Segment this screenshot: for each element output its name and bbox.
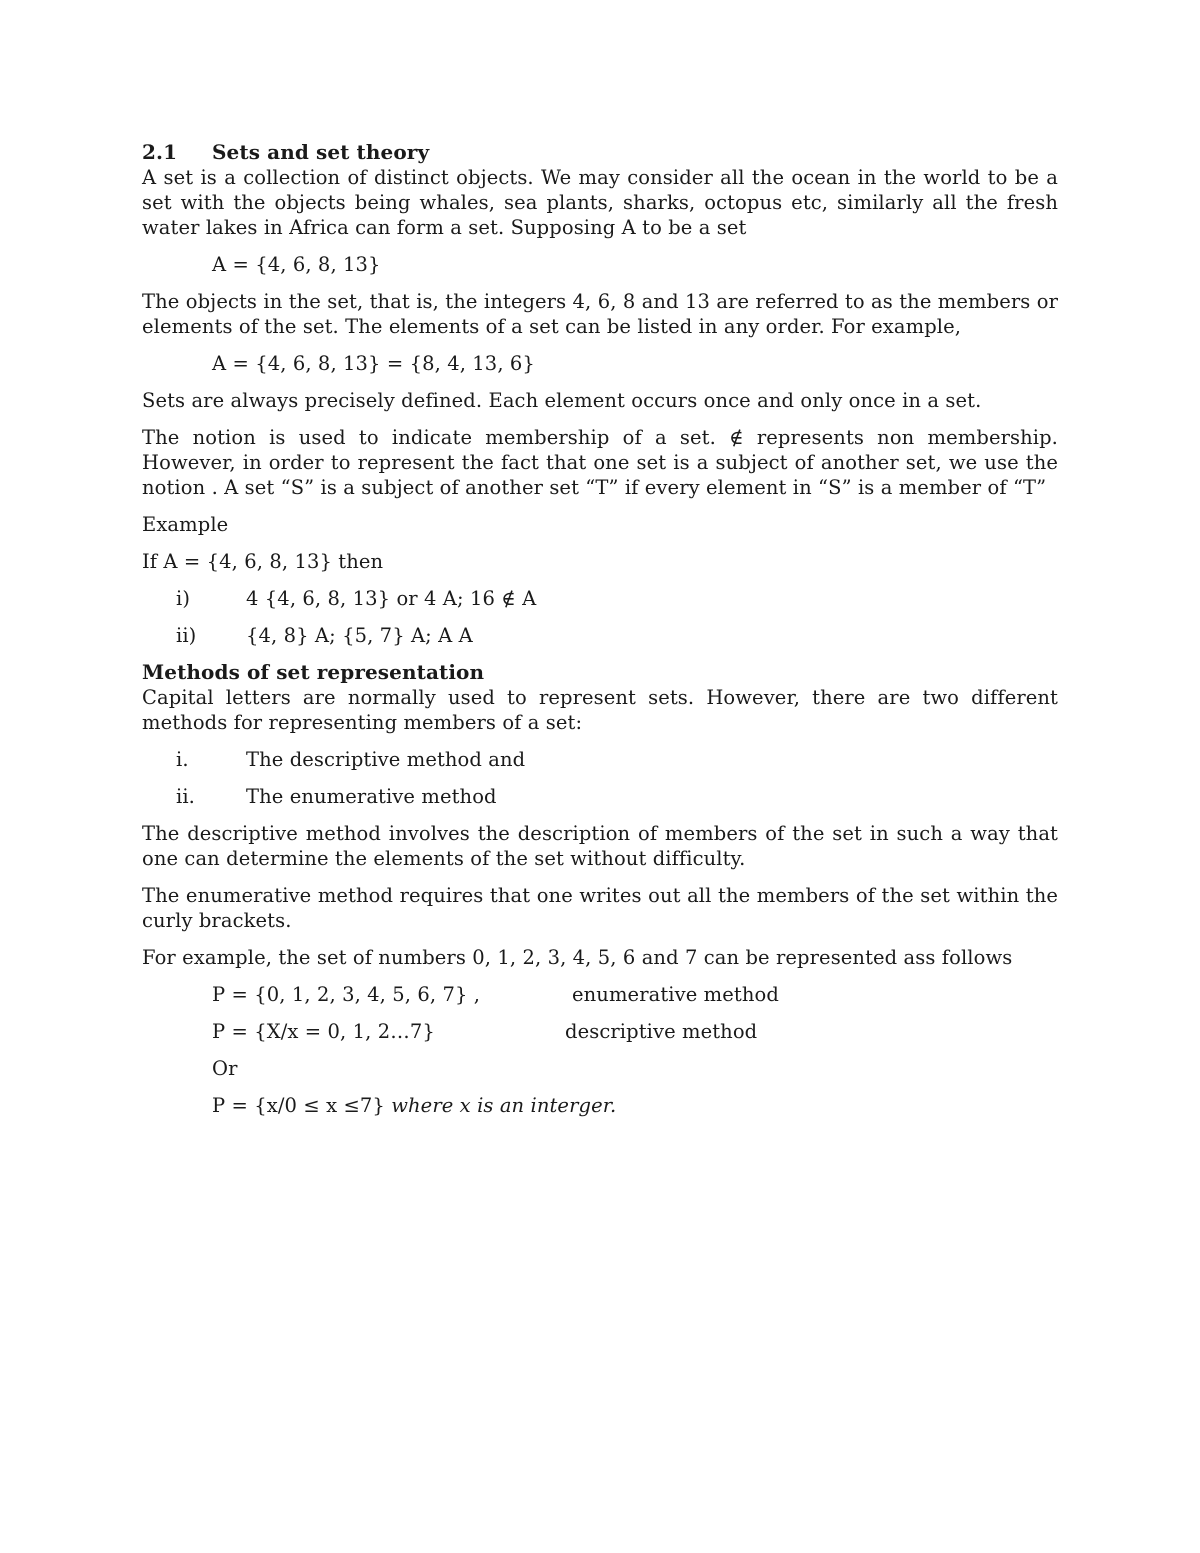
representation-expression: P = {X/x = 0, 1, 2…7} [212, 1020, 435, 1043]
paragraph-set-definition: A set is a collection of distinct objects. We may consider all the ocean in the world to be a set with the objects being whales, sea plants, sharks, octopus etc, similarly all the fresh water lakes in Africa can form a set. Supposing A to be a set [142, 166, 1058, 239]
example-item [142, 623, 1058, 648]
method-item-text: The enumerative method [246, 785, 497, 808]
paragraph-enumerative-method: The enumerative method requires that one writes out all the members of the set within the curly brackets. [142, 884, 1058, 932]
paragraph-descriptive-method: The descriptive method involves the description of members of the set in such a way that one can determine the elements of the set without difficulty. [142, 822, 1058, 870]
representation-note: where x is an interger. [391, 1094, 617, 1117]
example-item [142, 586, 1058, 611]
equation-set-order: A = {4, 6, 8, 13} = {8, 4, 13, 6} [212, 352, 535, 375]
method-item-label: i. [176, 748, 189, 771]
paragraph-capital-letters: Capital letters are normally used to represent sets. However, there are two different methods for representing members of a set: [142, 686, 1058, 734]
equation-set-a: A = {4, 6, 8, 13} [212, 253, 381, 276]
or-label: Or [212, 1057, 238, 1080]
section-heading [142, 140, 1058, 165]
paragraph-precisely-defined: Sets are always precisely defined. Each element occurs once and only once in a set. [142, 389, 982, 412]
representation-enumerative [142, 982, 1058, 1007]
example-item-label: ii) [176, 624, 197, 647]
paragraph-example-numbers: For example, the set of numbers 0, 1, 2, 3, 4, 5, 6 and 7 can be represented ass follows [142, 946, 1013, 969]
representation-expression: P = {0, 1, 2, 3, 4, 5, 6, 7} , [212, 983, 481, 1006]
paragraph-membership-notation: The notion is used to indicate membership of a set. ∉ represents non membership. However, in order to represent the fact that one set is a subject of another set, we use the notion . A set “S” is a subject of another set “T” if every element in “S” is a member of “T” [142, 426, 1058, 499]
representation-expression: P = {x/0 ≤ x ≤7} [212, 1094, 385, 1117]
document-body [142, 140, 1058, 1118]
method-item [142, 784, 1058, 809]
representation-note: enumerative method [572, 983, 779, 1006]
section-title: Sets and set theory [212, 140, 430, 164]
representation-note: descriptive method [565, 1020, 758, 1043]
representation-inequality [142, 1093, 1058, 1118]
representation-descriptive [142, 1019, 1058, 1044]
method-item-label: ii. [176, 785, 195, 808]
example-label: Example [142, 513, 229, 536]
example-item-text: {4, 8} A; {5, 7} A; A A [246, 624, 473, 647]
paragraph-set-members: The objects in the set, that is, the integers 4, 6, 8 and 13 are referred to as the members or elements of the set. The elements of a set can be listed in any order. For example, [142, 290, 1058, 338]
example-item-text: 4 {4, 6, 8, 13} or 4 A; 16 ∉ A [246, 587, 537, 610]
section-number: 2.1 [142, 140, 178, 164]
method-item-text: The descriptive method and [246, 748, 526, 771]
example-item-label: i) [176, 587, 191, 610]
method-item [142, 747, 1058, 772]
subheading-methods: Methods of set representation [142, 660, 485, 684]
example-if-line: If A = {4, 6, 8, 13} then [142, 550, 384, 573]
